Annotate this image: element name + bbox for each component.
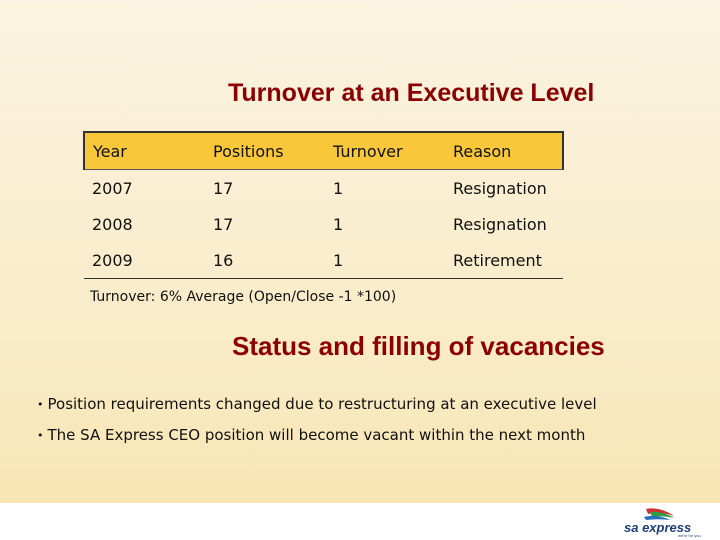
sa-express-logo [624,506,716,538]
cell-reason: Retirement [445,242,563,279]
table-section-title: Turnover at an Executive Level [228,79,595,107]
cell-reason: Resignation [453,178,547,198]
footer-band [0,503,720,540]
cell-year: 2007 [92,178,133,198]
cell-year: 2008 [92,214,133,234]
bullet-icon: • [37,398,44,411]
vacancy-bullet-list [37,395,597,457]
table-row [84,170,563,207]
cell-turnover: 1 [333,178,344,198]
table-header-row [84,132,563,170]
list-item [37,426,597,457]
logo-wordmark: sa express [624,520,692,535]
cell-positions: 17 [213,178,234,198]
cell-positions: 16 [205,242,325,279]
header-reason: Reason [445,132,563,170]
cell-reason: Resignation [453,214,547,234]
logo-tagline: we're for you [678,533,701,538]
turnover-note: Turnover: 6% Average (Open/Close -1 *100) [90,289,397,305]
bullet-text: The SA Express CEO position will become vacant within the next month [47,426,586,444]
list-item [37,395,597,426]
turnover-table [83,131,564,279]
header-turnover: Turnover [325,132,445,170]
bullet-icon: • [37,429,44,442]
table-row [84,206,563,242]
vacancies-section-title: Status and filling of vacancies [232,331,605,361]
cell-turnover: 1 [325,242,445,279]
header-positions: Positions [205,132,325,170]
table-row [84,242,563,279]
header-year: Year [84,132,205,170]
cell-positions: 17 [213,214,234,234]
cell-year: 2009 [84,242,205,279]
cell-turnover: 1 [333,214,344,234]
bullet-text: Position requirements changed due to restructuring at an executive level [47,395,597,413]
